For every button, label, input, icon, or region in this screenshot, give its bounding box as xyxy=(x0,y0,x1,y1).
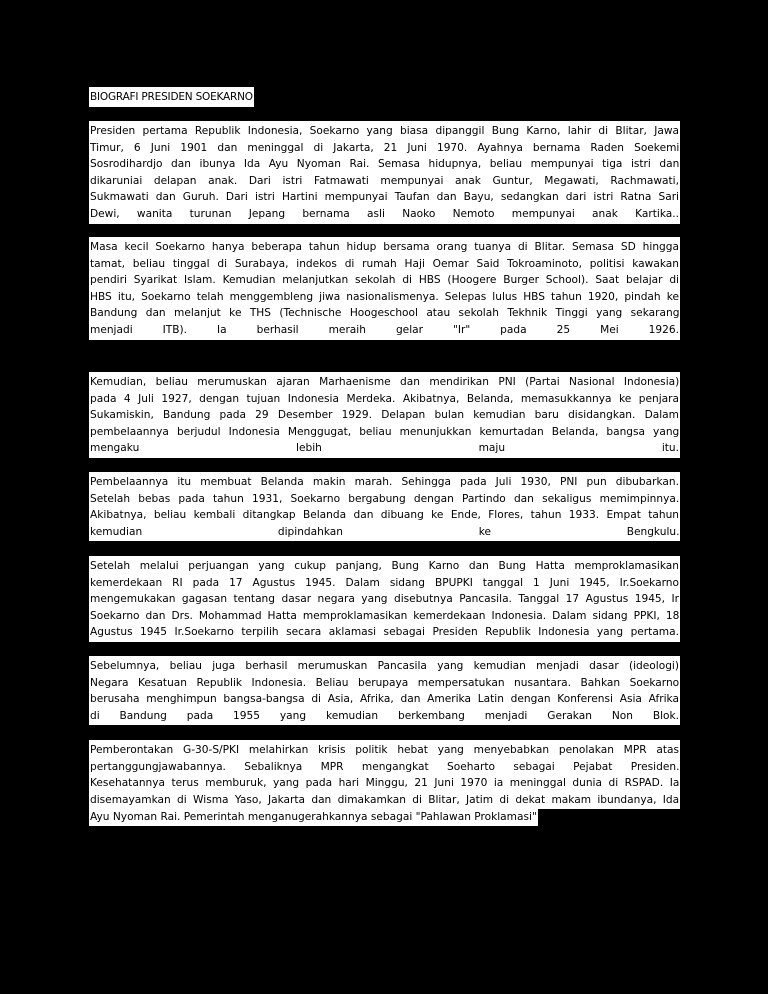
text-line: Sosrodihardjo dan ibunya Ida Ayu Nyoman Rai. Semasa hidupnya, beliau mempunyai tiga istri dan xyxy=(90,158,679,171)
text-line: Agustus 1945 Ir.Soekarno terpilih secara aklamasi sebagai Presiden Republik Indonesia yang pertama. xyxy=(90,626,679,639)
text-line: Pemberontakan G-30-S/PKI melahirkan krisis politik hebat yang menyebabkan penolakan MPR atas xyxy=(90,744,679,756)
text-line: HBS itu, Soekarno telah menggembleng jiwa nasionalismenya. Selepas lulus HBS tahun 1920, pindah ke xyxy=(90,290,679,303)
paragraph-7 xyxy=(89,740,680,809)
text-line: Soekarno dan Drs. Mohammad Hatta memproklamasikan kemerdekaan Indonesia. Dalam sidang PPKI, 18 xyxy=(90,609,679,622)
text-line: Presiden pertama Republik Indonesia, Soekarno yang biasa dipanggil Bung Karno, lahir di Blitar, Jawa xyxy=(90,125,679,137)
paragraph-5 xyxy=(89,556,680,642)
paragraph-3 xyxy=(89,372,680,458)
text-line: tamat, beliau tinggal di Surabaya, indekos di rumah Haji Oemar Said Tokroaminoto, politisi kawakan xyxy=(90,257,679,270)
text-line: Kemudian, beliau merumuskan ajaran Marhaenisme dan mendirikan PNI (Partai Nasional Indonesia) xyxy=(90,376,679,388)
text-line: Kesehatannya terus memburuk, yang pada hari Minggu, 21 Juni 1970 ia meninggal dunia di RSPAD. Ia xyxy=(90,777,679,790)
text-line: kemudian dipindahkan ke Bengkulu. xyxy=(90,525,679,538)
text-line: Setelah bebas pada tahun 1931, Soekarno bergabung dengan Partindo dan sekaligus memimpinnya. xyxy=(90,492,679,505)
paragraph-6 xyxy=(89,656,680,725)
text-line: Masa kecil Soekarno hanya beberapa tahun hidup bersama orang tuanya di Blitar. Semasa SD hingga xyxy=(90,241,679,253)
text-line: Timur, 6 Juni 1901 dan meninggal di Jakarta, 21 Juni 1970. Ayahnya bernama Raden Soekemi xyxy=(90,141,679,154)
paragraph-1 xyxy=(89,121,680,224)
text-line: pertanggungjawabannya. Sebaliknya MPR mengangkat Soeharto sebagai Pejabat Presiden. xyxy=(90,760,679,773)
document-title: BIOGRAFI PRESIDEN SOEKARNO xyxy=(89,87,254,107)
text-line: di Bandung pada 1955 yang kemudian berkembang menjadi Gerakan Non Blok. xyxy=(90,709,679,722)
text-line: Sukamiskin, Bandung pada 29 Desember 1929. Delapan bulan kemudian baru disidangkan. Dalam xyxy=(90,409,679,422)
text-line: pada 4 Juli 1927, dengan tujuan Indonesia Merdeka. Akibatnya, Belanda, memasukkannya ke penjara xyxy=(90,392,679,405)
text-line: Setelah melalui perjuangan yang cukup panjang, Bung Karno dan Bung Hatta memproklamasikan xyxy=(90,560,679,572)
paragraph-4 xyxy=(89,472,680,541)
text-line: pembelaannya berjudul Indonesia Menggugat, beliau menunjukkan kemurtadan Belanda, bangsa yang xyxy=(90,425,679,438)
text-line: dikaruniai delapan anak. Dari istri Fatmawati mempunyai anak Guntur, Megawati, Rachmawati, xyxy=(90,174,679,187)
text-line: Dewi, wanita turunan Jepang bernama asli Naoko Nemoto mempunyai anak Kartika.. xyxy=(90,207,679,220)
text-line: mengaku lebih maju itu. xyxy=(90,442,679,455)
text-line: berusaha menghimpun bangsa-bangsa di Asia, Afrika, dan Amerika Latin dengan Konferensi Asia Afrika xyxy=(90,693,679,706)
text-line: menjadi ITB). Ia berhasil meraih gelar "Ir" pada 25 Mei 1926. xyxy=(90,323,679,336)
text-line: pendiri Syarikat Islam. Kemudian melanjutkan sekolah di HBS (Hoogere Burger School). Saat belajar di xyxy=(90,274,679,287)
text-line: Bandung dan melanjut ke THS (Technische Hoogeschool atau sekolah Tekhnik Tinggi yang sekarang xyxy=(90,307,679,320)
text-line: mengemukakan gagasan tentang dasar negara yang disebutnya Pancasila. Tanggal 17 Agustus 1945, Ir xyxy=(90,593,679,606)
text-line: Sukmawati dan Guruh. Dari istri Hartini mempunyai Taufan dan Bayu, sedangkan dari istri Ratna Sari xyxy=(90,191,679,204)
text-line: disemayamkan di Wisma Yaso, Jakarta dan dimakamkan di Blitar, Jatim di dekat makam ibundanya, Ida xyxy=(90,793,679,806)
paragraph-2 xyxy=(89,237,680,340)
text-line: Pembelaannya itu membuat Belanda makin marah. Sehingga pada Juli 1930, PNI pun dibubarkan. xyxy=(90,476,679,488)
text-line: Negara Kesatuan Republik Indonesia. Beliau berupaya mempersatukan nusantara. Bahkan Soekarno xyxy=(90,676,679,689)
text-line: kemerdekaan RI pada 17 Agustus 1945. Dalam sidang BPUPKI tanggal 1 Juni 1945, Ir.Soekarno xyxy=(90,576,679,589)
text-line: Sebelumnya, beliau juga berhasil merumuskan Pancasila yang kemudian menjadi dasar (ideologi) xyxy=(90,660,679,672)
text-line: Akibatnya, beliau kembali ditangkap Belanda dan dibuang ke Ende, Flores, tahun 1933. Empat tahun xyxy=(90,509,679,522)
paragraph-7-last-line: Ayu Nyoman Rai. Pemerintah menganugerahkannya sebagai "Pahlawan Proklamasi" xyxy=(89,809,538,826)
